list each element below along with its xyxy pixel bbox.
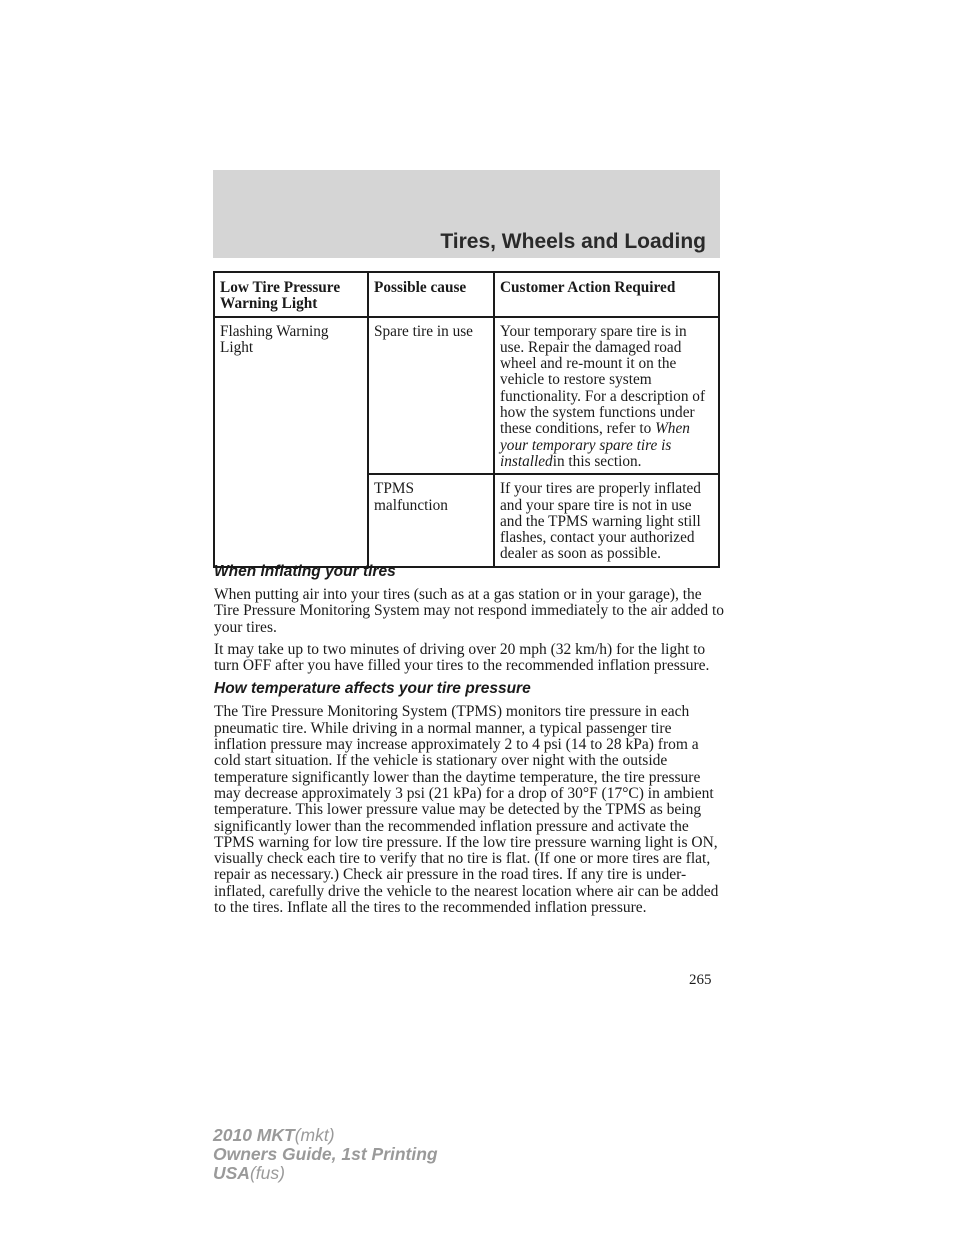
header-warning-light: Low Tire Pressure Warning Light — [214, 272, 368, 317]
section-heading: How temperature affects your tire pressure — [214, 680, 531, 698]
action-cell: If your tires are properly inflated and your spare tire is not in use and the TPMS warning light still flashes, contact your authorized dealer as soon as possible. — [494, 474, 719, 566]
cause-cell: Spare tire in use — [368, 317, 494, 475]
paragraph: The Tire Pressure Monitoring System (TPMS) monitors tire pressure in each pneumatic tire. While driving in a normal manner, a typical passenger tire inflation pressure may increase approximately 2 to 4 psi (14 to 28 kPa) from a cold start situation. If the vehicle is stationary over night with the outside temperature significantly lower than the daytime temperature, the tire pressure may decrease approximately 3 psi (21 kPa) for a drop of 30°F (17°C) in ambient temperature. This lower pressure value may be detected by the TPMS as being significantly lower than the recommended inflation pressure and activate the TPMS warning for low tire pressure. If the low tire pressure warning light is ON, visually check each tire to verify that no tire is flat. (If one or more tires are flat, repair as necessary.) Check air pressure in the road tires. If any tire is under-inflated, carefully drive the vehicle to the nearest location where air can be added to the tires. Inflate all the tires to the recommended inflation pressure. — [214, 703, 719, 917]
action-tail: in this section. — [552, 452, 642, 470]
paragraph: When putting air into your tires (such as at a gas station or in your garage), the Tire Pressure Monitoring System may not respond immediately to the air added to your tires. — [214, 586, 724, 636]
footer-line-model: 2010 MKT(mkt) — [213, 1125, 335, 1145]
header-customer-action: Customer Action Required — [494, 272, 719, 317]
section-heading: When inflating your tires — [214, 563, 396, 580]
paragraph: It may take up to two minutes of driving over 20 mph (32 km/h) for the light to turn OFF after you have filled your tires to the recommended inflation pressure. — [214, 640, 710, 675]
section-header-band — [213, 170, 720, 258]
page-number: 265 — [689, 972, 712, 988]
footer-print-info — [213, 1126, 438, 1183]
table-header-row — [214, 272, 719, 317]
action-cell — [494, 317, 719, 475]
body-content — [214, 563, 724, 922]
footer-line-market: USA(fus) — [213, 1163, 285, 1183]
tpms-warning-table — [213, 271, 720, 568]
footer-line-edition: Owners Guide, 1st Printing — [213, 1144, 438, 1164]
section-title: Tires, Wheels and Loading — [440, 230, 706, 253]
action-reference: When your temporary spare tire is installed — [500, 420, 690, 470]
cause-cell: TPMS malfunction — [368, 474, 494, 566]
table-row — [214, 317, 719, 475]
action-text: Your temporary spare tire is in use. Repair the damaged road wheel and re-mount it on the vehicle to restore system functionality. For a description of how the system functions under these conditions, refer to — [500, 322, 706, 438]
warning-light-cell: Flashing Warning Light — [214, 317, 368, 567]
header-possible-cause: Possible cause — [368, 272, 494, 317]
